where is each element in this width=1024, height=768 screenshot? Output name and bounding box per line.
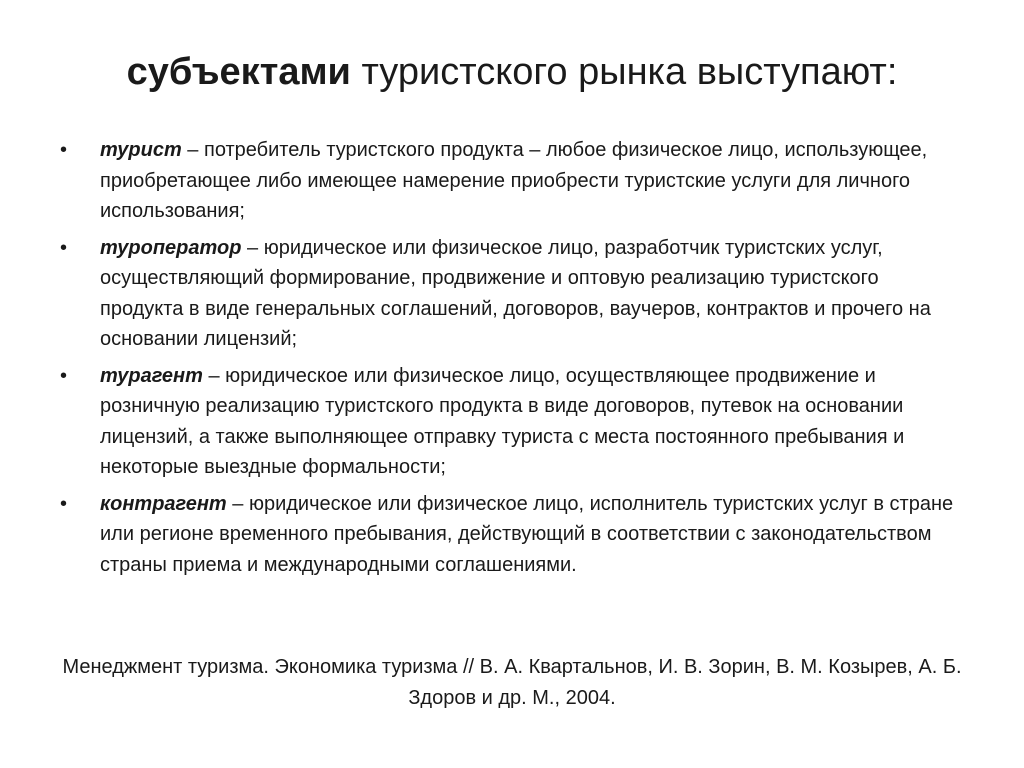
bullet-list <box>60 135 960 586</box>
list-item-tourist <box>60 135 960 227</box>
bullet-icon: • <box>60 364 68 387</box>
slide-title <box>0 48 1024 96</box>
term-travel-agent: турагент <box>100 364 203 387</box>
definition-tour-operator: – юридическое или физическое лицо, разработчик туристских услуг, осуществляющий формирование, продвижение и оптовую реализацию туристского продукта в виде генеральных соглашений, договоров, ваучеров, контрактов и прочего на основании лицензий; <box>100 236 931 350</box>
term-tourist: турист <box>100 139 182 161</box>
definition-counteragent: – юридическое или физическое лицо, исполнитель туристских услуг в стране или регионе временного пребывания, действующий в соответствии с законодательством страны приема и международными соглашениями. <box>100 492 954 576</box>
bullet-icon: • <box>60 139 68 161</box>
term-counteragent: контрагент <box>100 492 227 515</box>
source-citation: Менеджмент туризма. Экономика туризма // В. А. Квартальнов, И. В. Зорин, В. М. Козырев, А. Б. Здоров и др. М., 2004. <box>62 656 962 709</box>
term-tour-operator: туроператор <box>100 236 242 259</box>
title-bold-part: субъектами <box>126 51 351 93</box>
list-item-travel-agent <box>60 361 960 483</box>
bullet-icon: • <box>60 236 68 259</box>
list-item-counteragent <box>60 489 960 581</box>
definition-tourist: – потребитель туристского продукта – любое физическое лицо, использующее, приобретающее либо имеющее намерение приобрести туристские услуги для личного использования; <box>100 139 928 222</box>
definition-travel-agent: – юридическое или физическое лицо, осуществляющее продвижение и розничную реализацию туристского продукта в виде договоров, путевок на основании лицензий, а также выполняющее отправку туриста с места постоянного пребывания и некоторые выездные формальности; <box>100 364 905 478</box>
list-item-tour-operator <box>60 233 960 355</box>
title-rest-part: туристского рынка выступают: <box>350 51 898 93</box>
bullet-icon: • <box>60 492 68 515</box>
